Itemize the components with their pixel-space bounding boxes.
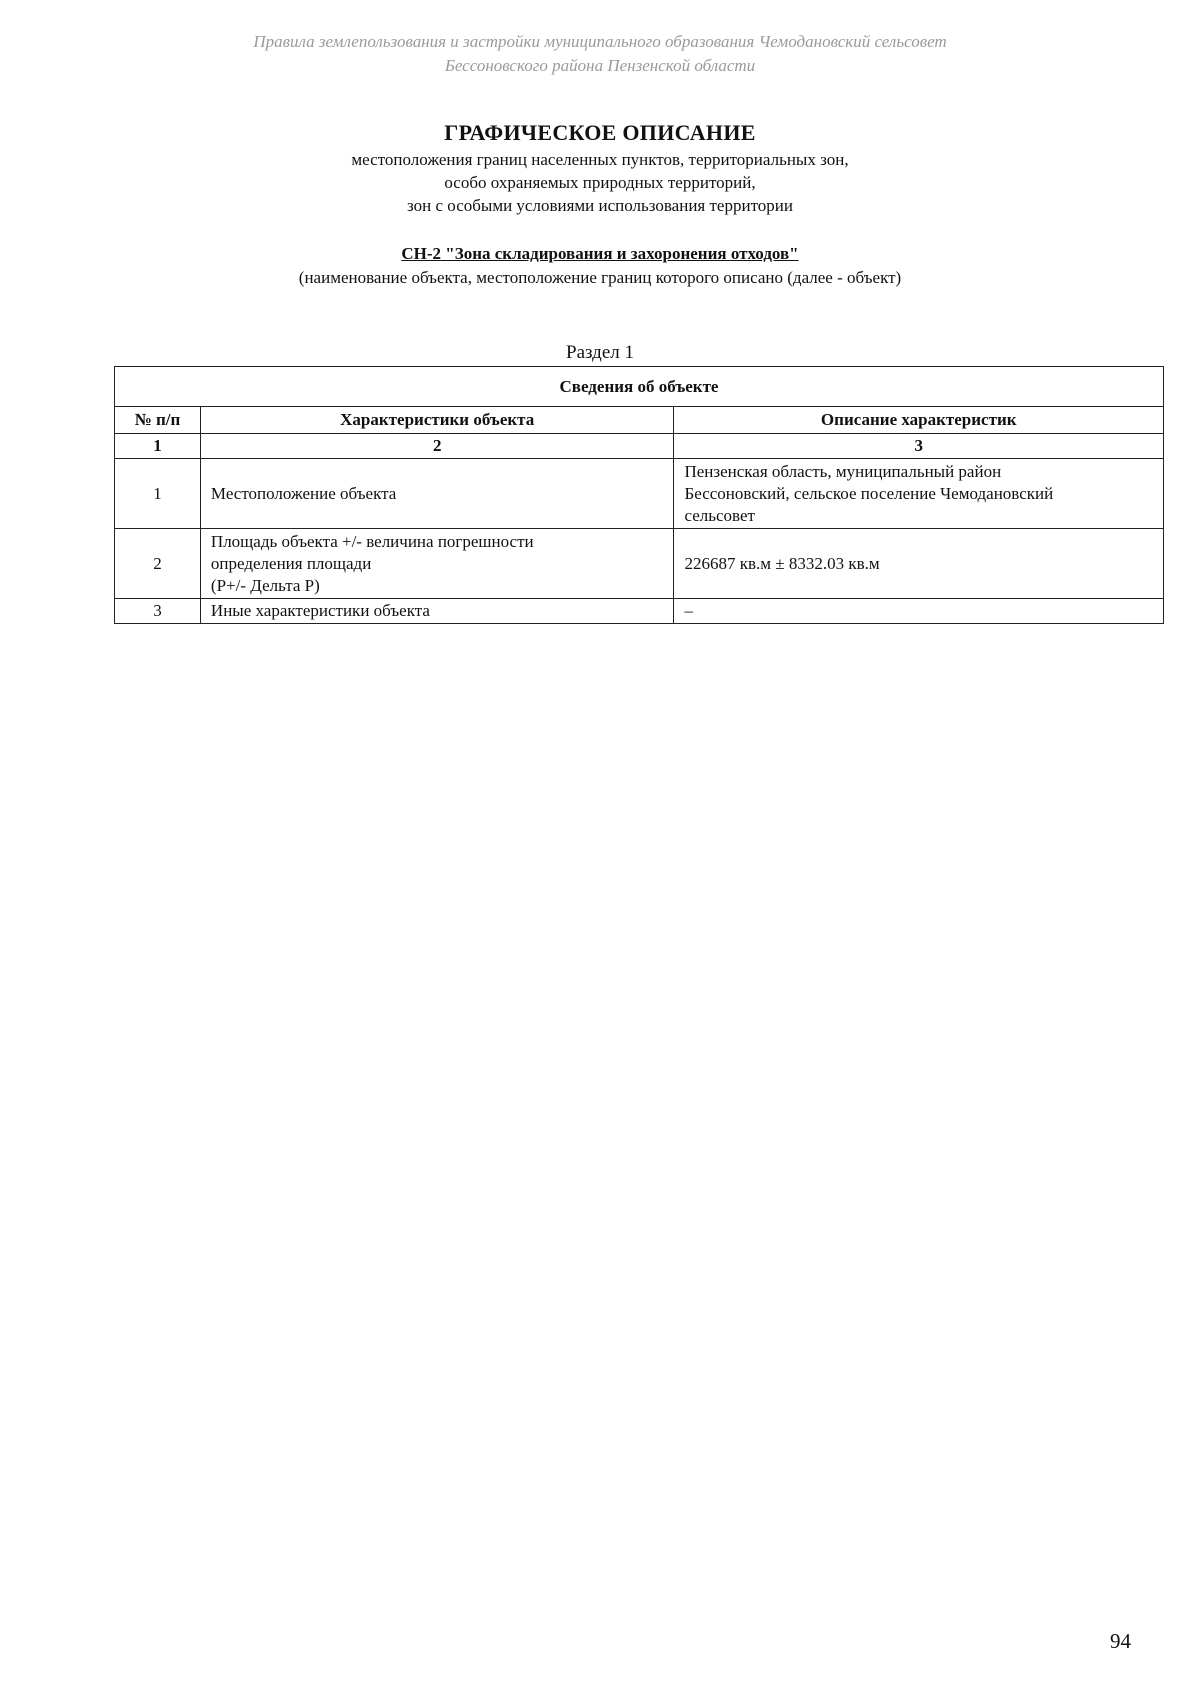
description-line: Пензенская область, муниципальный район xyxy=(684,461,1002,481)
column-number-2: 2 xyxy=(200,434,674,459)
characteristic-line: (Р+/- Дельта Р) xyxy=(210,575,320,595)
running-header-line-1: Правила землепользования и застройки муниципального образования Чемодановский сельсовет xyxy=(253,32,947,51)
running-header xyxy=(0,30,1200,78)
header-characteristic: Характеристики объекта xyxy=(200,407,674,434)
description-cell xyxy=(674,459,1164,529)
table-header-row xyxy=(115,407,1164,434)
column-number-row xyxy=(115,434,1164,459)
description-cell xyxy=(674,599,1164,624)
object-caption: (наименование объекта, местоположение границ которого описано (далее - объект) xyxy=(298,268,902,287)
characteristic-line: определения площади xyxy=(210,553,372,573)
header-description: Описание характеристик xyxy=(674,407,1164,434)
characteristic-line: Площадь объекта +/- величина погрешности xyxy=(210,531,534,551)
row-number: 1 xyxy=(115,459,201,529)
row-number: 2 xyxy=(115,529,201,599)
title-block xyxy=(0,118,1200,217)
subtitle-line-3: зон с особыми условиями использования территории xyxy=(407,196,793,215)
object-info-table xyxy=(114,366,1164,624)
table-caption: Сведения об объекте xyxy=(115,367,1164,407)
characteristic-cell xyxy=(200,459,674,529)
table-caption-row xyxy=(115,367,1164,407)
table-row xyxy=(115,599,1164,624)
characteristic-line: Местоположение объекта xyxy=(210,483,397,503)
column-number-1: 1 xyxy=(115,434,201,459)
document-title: ГРАФИЧЕСКОЕ ОПИСАНИЕ xyxy=(444,120,756,145)
running-header-line-2: Бессоновского района Пензенской области xyxy=(444,56,756,75)
description-line: Бессоновский, сельское поселение Чемодановский xyxy=(684,483,1054,503)
description-cell xyxy=(674,529,1164,599)
row-number: 3 xyxy=(115,599,201,624)
subtitle-line-1: местоположения границ населенных пунктов, территориальных зон, xyxy=(351,150,849,169)
page-number: 94 xyxy=(1110,1629,1131,1653)
table-row xyxy=(115,529,1164,599)
characteristic-cell xyxy=(200,529,674,599)
description-line: – xyxy=(684,601,693,620)
characteristic-cell xyxy=(200,599,674,624)
header-number: № п/п xyxy=(115,407,201,434)
object-block xyxy=(0,242,1200,289)
section-label: Раздел 1 xyxy=(566,342,634,363)
table-row xyxy=(115,459,1164,529)
column-number-3: 3 xyxy=(674,434,1164,459)
object-name: СН-2 "Зона складирования и захоронения отходов" xyxy=(401,244,799,263)
characteristic-line: Иные характеристики объекта xyxy=(210,601,430,620)
description-line: 226687 кв.м ± 8332.03 кв.м xyxy=(684,553,880,573)
description-line: сельсовет xyxy=(684,505,755,525)
subtitle-line-2: особо охраняемых природных территорий, xyxy=(444,173,756,192)
